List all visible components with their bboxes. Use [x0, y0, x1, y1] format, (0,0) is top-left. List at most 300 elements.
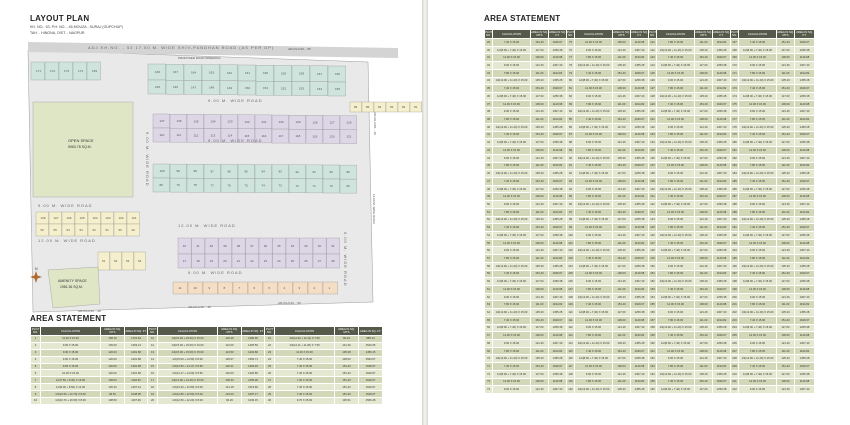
table-row	[485, 262, 815, 270]
table-cell: 1456.15	[359, 349, 383, 356]
table-cell: 1/2(12.00 + 11.40) X 15.00	[575, 293, 613, 301]
table-cell: 117.00	[531, 278, 549, 286]
table-cell: 121.46	[777, 247, 795, 255]
table-cell: 117.00	[777, 370, 795, 378]
table-cell: 186	[731, 185, 739, 193]
table-cell: 1/2(14.17 + 14.00) X 8.50	[158, 370, 218, 377]
table-cell: 1194.82	[713, 39, 731, 47]
table-cell: 1140.98	[631, 316, 649, 324]
table-cell: 50	[485, 201, 493, 209]
plot-label: 148	[209, 85, 215, 90]
table-cell: 43	[485, 147, 493, 155]
table-cell: 9	[31, 391, 41, 398]
table-cell: 35	[485, 85, 493, 93]
plot-label: 111	[176, 133, 182, 138]
table-cell: 1629.67	[713, 239, 731, 247]
table-cell: 151.40	[613, 162, 631, 170]
plot-label: 113	[210, 133, 216, 138]
plot-label: 39	[223, 244, 227, 248]
table-cell: 30	[485, 46, 493, 54]
table-cell: 1194.82	[795, 347, 815, 355]
table-cell: 1/2(8.00 + 7.40) X 15.00	[739, 231, 777, 239]
table-cell: 151.40	[335, 377, 359, 384]
table-cell: 1036.15	[242, 398, 265, 405]
table-cell: 12.00 X 15.00	[493, 193, 531, 201]
table-cell: 135.20	[531, 355, 549, 363]
table-cell: 1455.28	[549, 309, 567, 317]
table-cell: 114.53	[218, 349, 242, 356]
table-cell: 7.80 X 15.00	[493, 69, 531, 77]
table-cell: 12.00 X 15.00	[657, 347, 695, 355]
table-cell: 74	[485, 386, 493, 394]
open-space	[33, 102, 133, 197]
table-cell: 117.00	[531, 139, 549, 147]
table-cell: 1/2(12.20 + 12.11) X 7.50	[275, 336, 335, 343]
table-cell: 85	[567, 116, 575, 124]
table-cell: 7.80 X 15.00	[575, 100, 613, 108]
table-cell: 2	[31, 342, 41, 349]
table-cell: 111.00	[695, 39, 713, 47]
plot-label: 3	[298, 286, 301, 290]
table-cell: 77	[567, 54, 575, 62]
table-cell: 111.00	[531, 255, 549, 263]
table-cell: 195	[731, 255, 739, 263]
table-cell: 1194.82	[631, 239, 649, 247]
table-cell: 1/2(8.00 + 7.40) X 15.00	[493, 139, 531, 147]
table-cell: 1/2(8.00 + 7.40) X 15.00	[575, 123, 613, 131]
table-cell: 187	[731, 193, 739, 201]
table-cell: 9.00 X 15.00	[657, 262, 695, 270]
table-cell: 1629.67	[359, 363, 383, 370]
table-cell: 106.00	[531, 332, 549, 340]
plot-label: 105	[79, 216, 85, 220]
table-cell: 1/2(8.00 + 7.40) X 15.00	[657, 62, 695, 70]
table-cell: 9.00 X 15.00	[575, 139, 613, 147]
table-cell: 1087.17	[242, 391, 265, 398]
table-cell: 181	[731, 147, 739, 155]
table-cell: 111.00	[613, 147, 631, 155]
table-cell: 1455.28	[549, 262, 567, 270]
table-cell: 137	[649, 162, 657, 170]
table-row	[485, 100, 815, 108]
plot-label: 2	[313, 286, 316, 290]
table-cell: 151.40	[531, 316, 549, 324]
table-cell: 1140.98	[549, 378, 567, 386]
table-cell: 1140.98	[549, 193, 567, 201]
table-cell: 1259.38	[631, 355, 649, 363]
plot-4	[278, 282, 293, 294]
table-cell: 111.00	[531, 208, 549, 216]
table-cell: 1307.40	[795, 62, 815, 70]
table-row	[485, 316, 815, 324]
table-cell: 106.00	[777, 332, 795, 340]
table-cell: 1291.68	[125, 349, 148, 356]
table-cell: 117.00	[695, 386, 713, 394]
plot-label: 112	[193, 133, 199, 138]
table-cell: 12.00 X 15.00	[739, 286, 777, 294]
table-cell: 12.00 X 15.00	[575, 363, 613, 371]
table-cell: 135.20	[531, 170, 549, 178]
table-cell: 209	[731, 363, 739, 371]
table-cell: 152	[649, 278, 657, 286]
table-cell: 7.40 X 15.00	[739, 224, 777, 232]
table-cell: 111.00	[613, 286, 631, 294]
plot-label: 26	[304, 259, 308, 263]
table-cell: 61	[485, 286, 493, 294]
adj-right: ADJ.KH.NO. - 48	[373, 112, 377, 135]
table-cell: 12.00 X 15.00	[657, 208, 695, 216]
table-cell: 7.80 X 15.00	[493, 301, 531, 309]
table-cell: 120	[567, 386, 575, 394]
table-cell: 117.00	[613, 216, 631, 224]
table-cell: 120.00	[101, 349, 125, 356]
plot-label: 82	[402, 105, 406, 109]
column-header: AREA IN SQ. FT.	[713, 30, 730, 37]
table-cell: 1259.38	[795, 46, 815, 54]
plot-label: 19	[209, 259, 214, 263]
plot-label: 18	[196, 259, 200, 263]
table-row	[485, 255, 815, 263]
table-cell: 183	[731, 162, 739, 170]
table-cell: 12.00 X 15.00	[739, 239, 777, 247]
table-cell: 1629.67	[713, 286, 731, 294]
table-row	[31, 363, 383, 370]
table-cell: 7.40 X 15.00	[275, 370, 335, 377]
plot-5	[263, 282, 278, 294]
table-row	[485, 293, 815, 301]
table-cell: 106.00	[613, 39, 631, 47]
table-cell: 121.46	[613, 185, 631, 193]
table-cell: 108.50	[101, 398, 125, 405]
road-label-6: 9.00 M. WIDE ROAD	[188, 270, 243, 275]
table-cell: 7.80 X 15.00	[575, 378, 613, 386]
table-cell: 135.00	[101, 342, 125, 349]
table-cell: 1455.28	[549, 170, 567, 178]
table-cell: 9.00 X 15.00	[657, 77, 695, 85]
plot-label: 52	[114, 259, 118, 263]
left-area-table	[30, 326, 383, 405]
table-cell: 1205.59	[242, 342, 265, 349]
vroad-label-1: 9.00 M. WIDE ROAD	[145, 132, 150, 187]
table-cell: 121.46	[613, 46, 631, 54]
table-cell: 1194.82	[795, 208, 815, 216]
table-cell: 54	[485, 231, 493, 239]
plot-label: 146	[173, 85, 179, 90]
table-row	[485, 131, 815, 139]
table-cell: 151.40	[531, 363, 549, 371]
table-cell: 1259.38	[549, 185, 567, 193]
table-cell: 117.00	[695, 154, 713, 162]
table-cell: 125	[649, 69, 657, 77]
table-cell: 1457.44	[125, 384, 148, 391]
table-cell: 1259.38	[713, 247, 731, 255]
table-cell: 1/2(8.00 + 7.40) X 15.00	[739, 93, 777, 101]
table-cell: 196	[731, 262, 739, 270]
table-cell: 9.00 X 15.00	[493, 154, 531, 162]
table-cell: 130	[649, 108, 657, 116]
table-cell: 17	[148, 377, 158, 384]
table-cell: 141.18	[218, 384, 242, 391]
table-cell: 139	[649, 177, 657, 185]
table-cell: 1140.98	[631, 270, 649, 278]
table-cell: 1167.90	[125, 398, 148, 405]
table-cell: 199	[731, 286, 739, 294]
plot-label: 145	[155, 85, 161, 89]
table-cell: 1140.98	[631, 363, 649, 371]
table-cell: 106.00	[531, 54, 549, 62]
table-row	[485, 278, 815, 286]
table-cell: 92	[567, 170, 575, 178]
table-cell: 121	[649, 39, 657, 47]
plot-label: 151	[263, 86, 269, 91]
table-cell: 78	[567, 62, 575, 70]
table-cell: 1/2(12.00 + 11.40) X 15.00	[657, 93, 695, 101]
table-cell: 1/2(8.00 + 7.40) X 15.00	[657, 247, 695, 255]
table-cell: 57	[485, 255, 493, 263]
table-cell: 121.46	[777, 340, 795, 348]
column-header: PLOT NO.	[649, 30, 657, 37]
table-cell: 94	[567, 185, 575, 193]
plot-label: 164	[191, 70, 197, 75]
table-cell: 1194.82	[631, 378, 649, 386]
table-cell: 1455.28	[549, 123, 567, 131]
table-cell: 1629.67	[795, 39, 815, 47]
table-cell: 5	[31, 363, 41, 370]
table-cell: 121.46	[695, 216, 713, 224]
table-cell: 106.00	[777, 239, 795, 247]
table-cell: 101	[567, 239, 575, 247]
table-cell: 9.00 X 15.00	[739, 201, 777, 209]
table-cell: 106.00	[695, 208, 713, 216]
plot-label: 147	[191, 85, 197, 90]
plot-label: 84	[378, 105, 382, 109]
table-cell: 7.40 X 15.00	[575, 116, 613, 124]
table-cell: 1/2(12.00 + 11.40) X 15.00	[493, 216, 531, 224]
table-cell: 106.00	[695, 301, 713, 309]
table-cell: 185	[731, 177, 739, 185]
plot-label: 89	[346, 170, 350, 175]
table-cell: 12.00 X 15.00	[739, 332, 777, 340]
plot-label: 133	[227, 119, 233, 124]
table-row	[485, 93, 815, 101]
plot-label: 51	[105, 228, 109, 232]
table-cell: 9.00 X 15.00	[41, 342, 101, 349]
table-cell: 115	[567, 347, 575, 355]
plot-label: 173	[64, 69, 70, 73]
table-row	[31, 384, 383, 391]
table-cell: 135.20	[695, 139, 713, 147]
table-cell: 1455.28	[549, 355, 567, 363]
column-header: CALCULATION	[575, 30, 613, 39]
table-cell: 1140.98	[549, 54, 567, 62]
table-cell: 197	[731, 270, 739, 278]
table-cell: 1/2(8.00 + 7.40) X 15.00	[493, 46, 531, 54]
table-cell: 1/2(8.00 + 7.40) X 15.00	[493, 324, 531, 332]
table-cell: 9.00 X 15.00	[575, 324, 613, 332]
plot-6	[248, 282, 263, 294]
table-cell: 179	[731, 131, 739, 139]
table-cell: 1307.40	[795, 154, 815, 162]
table-cell: 1/2(12.00 + 11.40) X 15.00	[739, 170, 777, 178]
column-header: PLOT NO.	[567, 30, 575, 37]
table-cell: 188	[731, 201, 739, 209]
table-cell: 7.40 X 15.00	[575, 208, 613, 216]
table-cell: 116	[567, 355, 575, 363]
table-cell: 1629.67	[795, 316, 815, 324]
table-cell: 106.00	[613, 316, 631, 324]
table-cell: 4	[31, 356, 41, 363]
table-cell: 1629.67	[549, 363, 567, 371]
table-cell: 7.80 X 15.00	[493, 208, 531, 216]
table-cell: 1140.98	[549, 147, 567, 155]
table-cell: 1307.40	[631, 139, 649, 147]
table-cell: 1140.98	[631, 131, 649, 139]
table-cell: 1259.38	[549, 46, 567, 54]
table-cell: 1/2(15.00 + 15.00) X 15.00	[158, 349, 218, 356]
table-cell: 1259.38	[549, 93, 567, 101]
table-cell: 1259.38	[549, 231, 567, 239]
plot-label: 115	[244, 133, 250, 138]
table-cell: 7.40 X 15.00	[493, 177, 531, 185]
table-cell: 1629.67	[795, 131, 815, 139]
table-row	[485, 54, 815, 62]
table-cell: 12.00 X 15.00	[493, 332, 531, 340]
table-cell: 7.80 X 15.00	[739, 208, 777, 216]
table-cell: 1140.98	[549, 286, 567, 294]
table-cell: 106.00	[613, 131, 631, 139]
table-cell: 1455.28	[713, 46, 731, 54]
table-cell: 121.46	[695, 77, 713, 85]
table-cell: 59	[485, 270, 493, 278]
table-cell: 12.00 X 15.00	[493, 147, 531, 155]
table-cell: 118	[567, 370, 575, 378]
table-cell: 16	[148, 370, 158, 377]
table-row	[485, 116, 815, 124]
table-cell: 9.00 X 15.00	[41, 363, 101, 370]
table-cell: 7.40 X 15.00	[493, 224, 531, 232]
table-cell: 7.40 X 15.00	[275, 356, 335, 363]
plot-label: 100	[159, 169, 165, 173]
table-cell: 1140.98	[713, 255, 731, 263]
plot-label: 36	[263, 244, 268, 248]
table-cell: 1/2(8.00 + 7.40) X 15.00	[739, 46, 777, 54]
table-cell: 106.00	[531, 100, 549, 108]
table-cell: 160	[649, 340, 657, 348]
table-cell: 207	[731, 347, 739, 355]
table-cell: 12.00 X 15.00	[739, 193, 777, 201]
table-cell: 1455.28	[795, 216, 815, 224]
column-header: PLOT NO.	[485, 30, 493, 37]
table-cell: 1/2(12.00 + 11.40) X 15.00	[493, 77, 531, 85]
table-cell: 56	[485, 247, 493, 255]
table-cell: 9.00 X 15.00	[493, 247, 531, 255]
table-cell: 111.00	[777, 255, 795, 263]
table-cell: 1140.98	[631, 224, 649, 232]
table-cell: 121.46	[695, 123, 713, 131]
plot-label: 32	[317, 244, 322, 248]
table-cell: 138	[649, 170, 657, 178]
table-cell: 9.00 X 15.00	[739, 247, 777, 255]
table-row	[31, 377, 383, 384]
table-cell: 20	[148, 398, 158, 405]
table-cell: 1455.28	[795, 355, 815, 363]
plot-label: 156	[335, 72, 341, 76]
table-cell: 1/2(12.00 + 11.40) X 15.00	[739, 123, 777, 131]
table-cell: 7.80 X 15.00	[657, 316, 695, 324]
column-header: CALCULATION	[657, 30, 695, 39]
table-cell: 28	[265, 384, 275, 391]
table-cell: 1307.40	[631, 93, 649, 101]
table-cell: 140	[649, 185, 657, 193]
column-header: PLOT NO.	[31, 327, 40, 334]
table-cell: 111.00	[777, 208, 795, 216]
table-cell: 1629.67	[631, 347, 649, 355]
right-table-header	[485, 30, 815, 39]
table-cell: 1629.67	[795, 85, 815, 93]
amenity-label: AMENITY SPACE	[58, 279, 87, 283]
table-cell: 1307.40	[549, 154, 567, 162]
plot-label: 81	[414, 105, 418, 109]
plot-label: 130	[278, 120, 284, 125]
table-cell: 31	[485, 54, 493, 62]
table-cell: 151.40	[695, 54, 713, 62]
plot-label: 121	[346, 134, 352, 139]
table-cell: 1629.67	[549, 224, 567, 232]
table-cell: 142	[649, 201, 657, 209]
table-cell: 200	[731, 293, 739, 301]
table-cell: 117.00	[695, 340, 713, 348]
table-cell: 7.40 X 15.00	[739, 177, 777, 185]
table-cell: 9.00 X 15.00	[493, 108, 531, 116]
plot-label: 37	[250, 244, 254, 248]
plot-9	[203, 282, 218, 294]
table-cell: 1259.38	[795, 185, 815, 193]
table-cell: 1307.40	[795, 247, 815, 255]
adj-bottom-right: ADJ.KH.NO. - 50	[278, 301, 301, 305]
plot-label: 126	[346, 120, 352, 125]
plot-label: 40	[209, 244, 214, 248]
table-cell: 1307.40	[713, 262, 731, 270]
table-cell: 1194.82	[713, 363, 731, 371]
table-cell: 131	[649, 116, 657, 124]
table-cell: 9.00 X 15.00	[41, 356, 101, 363]
table-cell: 135.20	[531, 216, 549, 224]
table-cell: 1522.05	[359, 342, 383, 349]
table-cell: 121.46	[531, 108, 549, 116]
table-cell: 40	[485, 123, 493, 131]
table-cell: 117.00	[777, 93, 795, 101]
table-cell: 111.00	[695, 177, 713, 185]
table-cell: 12.00 X 15.00	[657, 301, 695, 309]
table-cell: 1629.67	[713, 54, 731, 62]
table-cell: 106	[567, 278, 575, 286]
table-cell: 1307.40	[713, 123, 731, 131]
table-row	[485, 216, 815, 224]
plot-label: 9	[208, 286, 211, 290]
plot-label: 171	[36, 69, 42, 73]
table-cell: 13	[148, 349, 158, 356]
plot-label: 56	[40, 228, 44, 232]
table-cell: 117.00	[531, 185, 549, 193]
table-row	[31, 370, 383, 377]
table-cell: 9.00 X 15.00	[657, 170, 695, 178]
table-cell: 1194.82	[549, 162, 567, 170]
table-cell: 1455.28	[631, 62, 649, 70]
table-cell: 151	[649, 270, 657, 278]
table-cell: 72	[485, 370, 493, 378]
table-cell: 7.40 X 15.00	[493, 270, 531, 278]
table-cell: 68	[485, 340, 493, 348]
